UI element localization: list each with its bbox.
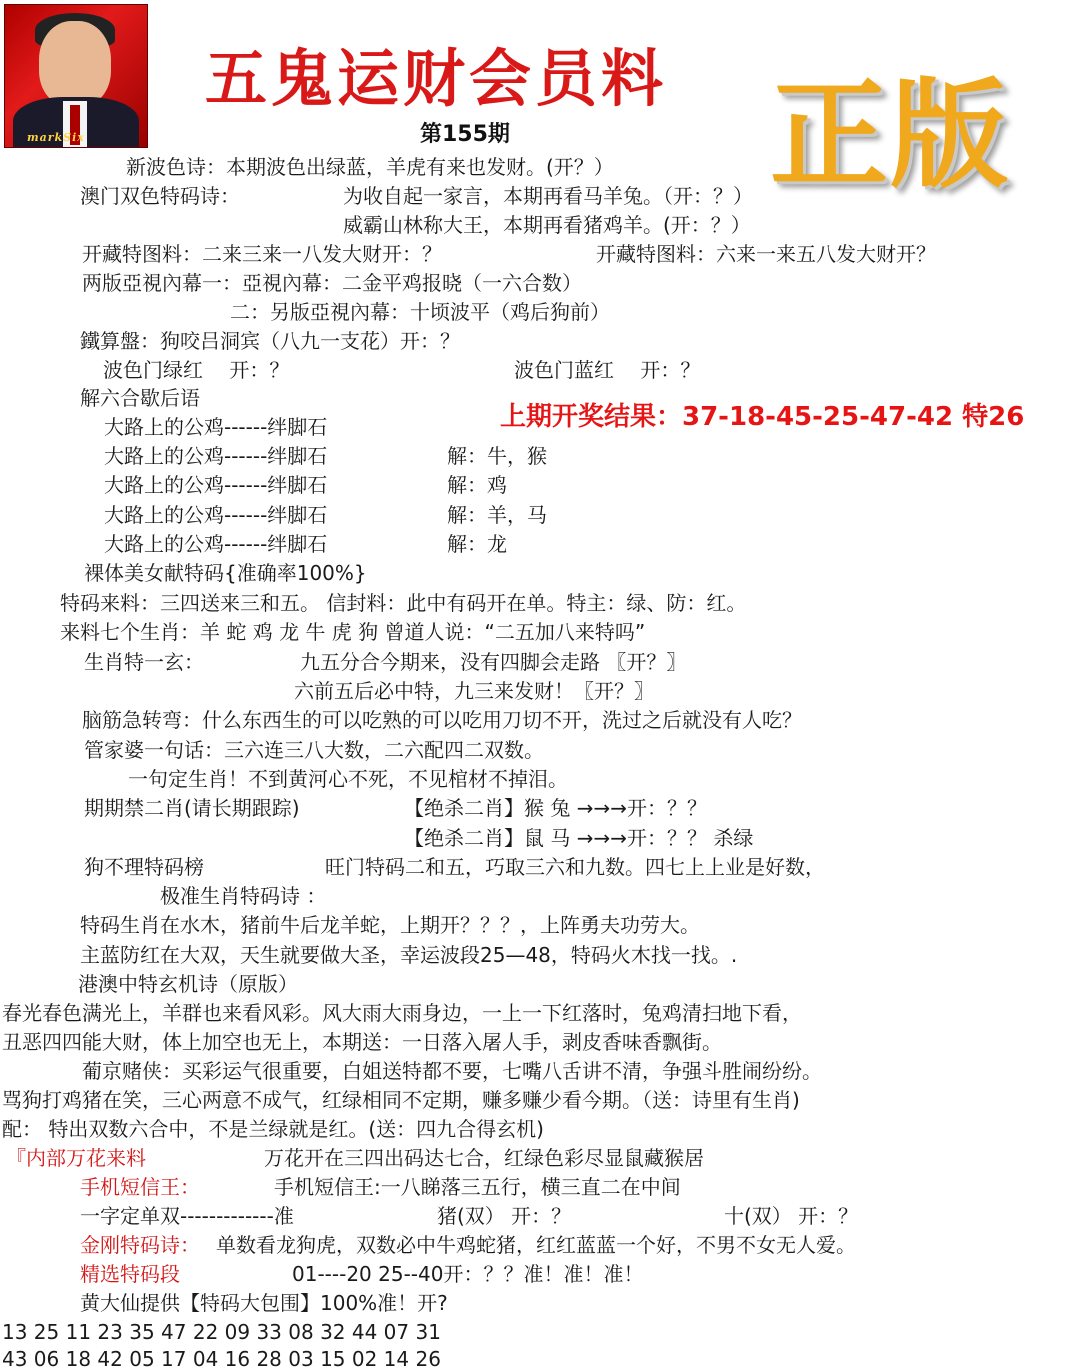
text-line: 葡京赌侠：买彩运气很重要，白姐送特都不要，七嘴八舌讲不清，争强斗胜闹纷纷。 (82, 1059, 822, 1083)
issue-number: 第155期 (420, 122, 510, 147)
text-line: 波色门绿红 开：？ (103, 358, 290, 382)
text-line: 波色门蓝红 开：？ (514, 358, 701, 382)
red-label: 『内部万花来料 (6, 1146, 146, 1170)
photo-logo: markSix (27, 131, 85, 144)
text-line: 解：龙 (447, 532, 507, 556)
text-line: 单数看龙狗虎，双数必中牛鸡蛇猪，红红蓝蓝一个好，不男不女无人爱。 (216, 1233, 856, 1257)
text-line: 鐵算盤：狗咬吕洞宾（八九一支花）开：？ (80, 329, 460, 353)
text-line: 两版亞視內幕一：亞視內幕：二金平鸡报晓（一六合数） (82, 271, 582, 295)
text-line: 特码生肖在水木，猪前牛后龙羊蛇，上期开？？？，上阵勇夫功劳大。 (80, 913, 700, 937)
text-line: 一句定生肖！不到黄河心不死，不见棺材不掉泪。 (128, 767, 568, 791)
text-line: 极准生肖特码诗 ： (160, 884, 327, 908)
text-line: 骂狗打鸡猪在笑，三心两意不成气，红绿相同不定期，赚多赚少看今期。（送：诗里有生肖) (2, 1088, 800, 1112)
text-line: 大路上的公鸡------绊脚石 (104, 473, 328, 497)
text-line: 开藏特图料：二来三来一八发大财开：？ (82, 242, 442, 266)
text-line: 港澳中特玄机诗（原版） (78, 972, 298, 996)
authentic-stamp: 正版 (770, 65, 1011, 204)
number-row: 13 25 11 23 35 47 22 09 33 08 32 44 07 31 (2, 1320, 441, 1344)
text-line: 来料七个生肖：羊 蛇 鸡 龙 牛 虎 狗 曾道人说：“二五加八来特吗” (60, 620, 646, 644)
red-label: 精选特码段 (80, 1262, 180, 1286)
text-line: 生肖特一玄： (84, 650, 204, 674)
text-line: 威霸山林称大王，本期再看猪鸡羊。(开：？） (343, 213, 751, 237)
text-line: 大路上的公鸡------绊脚石 (104, 532, 328, 556)
text-line: 期期禁二肖(请长期跟踪) (84, 796, 300, 820)
text-line: 特码来料：三四送来三和五。 信封料：此中有码开在单。特主：绿、防：红。 (60, 591, 747, 615)
text-line: 01----20 25--40开：？？准！准！准！ (292, 1262, 644, 1286)
text-line: 六前五后必中特，九三来发财！〖开？〗 (294, 679, 654, 703)
number-row: 43 06 18 42 05 17 04 16 28 03 15 02 14 26 (2, 1347, 441, 1371)
page-title: 五鬼运财会员料 (205, 42, 668, 115)
text-line: 开藏特图料：六来一来五八发大财开？ (596, 242, 936, 266)
text-line: 解：鸡 (447, 473, 507, 497)
text-line: 解：牛，猴 (447, 444, 547, 468)
text-line: 旺门特码二和五，巧取三六和九数。四七上上业是好数， (325, 855, 825, 879)
text-line: 二：另版亞視內幕：十顷波平（鸡后狗前） (230, 300, 610, 324)
text-line: 春光春色满光上，羊群也来看风彩。风大雨大雨身边，一上一下红落时，兔鸡清扫地下看， (2, 1001, 802, 1025)
text-line: 解六合歇后语 (80, 386, 200, 410)
text-line: 澳门双色特码诗： (80, 184, 240, 208)
text-line: 九五分合今期来，没有四脚会走路 〖开？〗 (300, 650, 687, 674)
text-line: 大路上的公鸡------绊脚石 (104, 444, 328, 468)
text-line: 丑恶四四能大财，体上加空也无上，本期送：一日落入屠人手，剥皮香味香飘街。 (2, 1030, 722, 1054)
text-line: 脑筋急转弯：什么东西生的可以吃熟的可以吃用刀切不开，洗过之后就没有人吃？ (82, 708, 802, 732)
text-line: 新波色诗：本期波色出绿蓝，羊虎有来也发财。(开？） (126, 155, 614, 179)
text-line: 配： 特出双数六合中，不是兰绿就是红。(送：四九合得玄机) (2, 1117, 544, 1141)
text-line: 手机短信王:一八睇落三五行，横三直二在中间 (274, 1175, 681, 1199)
text-line: 猪(双） 开：？ (437, 1204, 572, 1228)
text-line: 【绝杀二肖】猴 兔 →→→开：？？ (404, 796, 707, 820)
text-line: 解：羊，马 (447, 503, 547, 527)
text-line: 【绝杀二肖】鼠 马 →→→开：？？ 杀绿 (404, 826, 754, 850)
text-line: 黄大仙提供【特码大包围】100%准！开? (80, 1291, 448, 1315)
text-line: 十(双） 开：？ (724, 1204, 859, 1228)
text-line: 一字定单双-------------准 (80, 1204, 294, 1228)
text-line: 裸体美女献特码{准确率100%} (84, 561, 367, 585)
red-label: 金刚特码诗： (80, 1233, 200, 1257)
text-line: 为收自起一家言，本期再看马羊兔。（开：？） (343, 184, 753, 208)
header-photo (4, 4, 148, 148)
text-line: 狗不理特码榜 (84, 855, 204, 879)
photo-face (39, 21, 111, 107)
text-line: 主蓝防红在大双，天生就要做大圣，幸运波段25—48，特码火木找一找。. (80, 943, 738, 967)
text-line: 大路上的公鸡------绊脚石 (104, 503, 328, 527)
red-label: 手机短信王： (80, 1175, 200, 1199)
text-line: 大路上的公鸡------绊脚石 (104, 415, 328, 439)
text-line: 管家婆一句话：三六连三八大数，二六配四二双数。 (84, 738, 544, 762)
text-line: 万花开在三四出码达七合，红绿色彩尽显鼠藏猴居 (264, 1146, 704, 1170)
last-draw-result: 上期开奖结果：37-18-45-25-47-42 特26 (500, 402, 1025, 432)
